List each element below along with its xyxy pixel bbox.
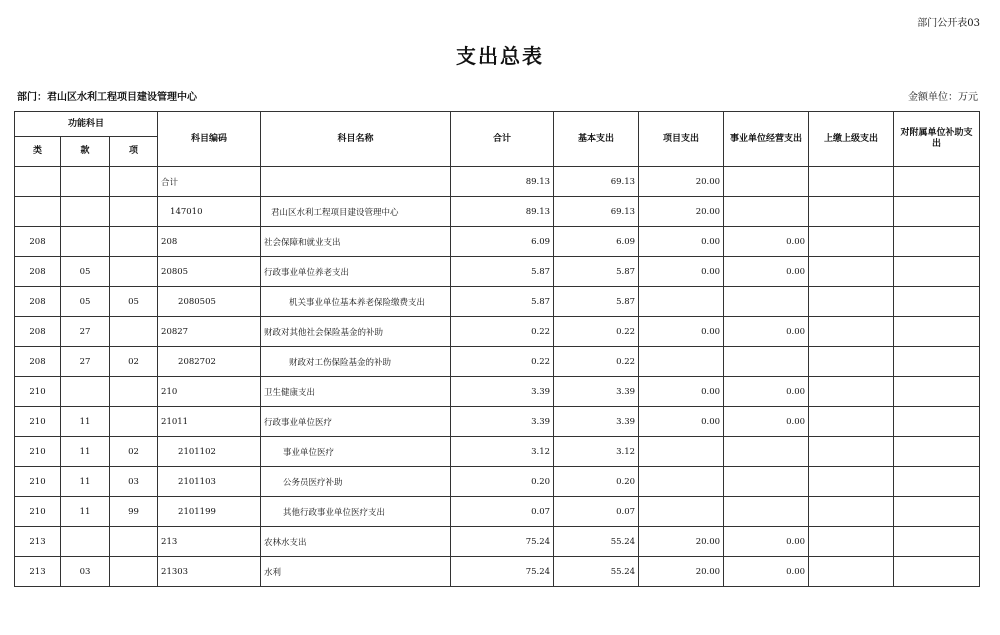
table-row <box>15 257 980 287</box>
cell-code: 2082702 <box>158 347 261 377</box>
cell-total: 0.07 <box>451 497 554 527</box>
header-func-subject: 功能科目 <box>15 112 158 137</box>
cell-project: 20.00 <box>639 527 724 557</box>
table-row <box>15 497 980 527</box>
department-label: 部门：君山区水利工程项目建设管理中心 <box>17 92 197 103</box>
cell-name: 公务员医疗补助 <box>261 467 451 497</box>
cell-lei: 210 <box>15 437 61 467</box>
cell-total: 3.39 <box>451 407 554 437</box>
cell-basic: 55.24 <box>554 527 639 557</box>
cell-upper <box>809 317 894 347</box>
cell-total: 89.13 <box>451 197 554 227</box>
cell-total: 89.13 <box>451 167 554 197</box>
cell-basic: 0.22 <box>554 317 639 347</box>
cell-kuan: 11 <box>61 407 110 437</box>
cell-kuan <box>61 377 110 407</box>
cell-subsidy <box>894 197 980 227</box>
cell-subsidy <box>894 227 980 257</box>
cell-total: 6.09 <box>451 227 554 257</box>
cell-kuan <box>61 227 110 257</box>
cell-xiang <box>110 407 158 437</box>
cell-lei: 208 <box>15 317 61 347</box>
cell-basic: 55.24 <box>554 557 639 587</box>
cell-code: 20805 <box>158 257 261 287</box>
cell-code: 213 <box>158 527 261 557</box>
cell-kuan: 03 <box>61 557 110 587</box>
cell-kuan <box>61 197 110 227</box>
cell-subsidy <box>894 467 980 497</box>
cell-name: 社会保障和就业支出 <box>261 227 451 257</box>
header-name: 科目名称 <box>261 112 451 167</box>
table-row <box>15 347 980 377</box>
cell-subsidy <box>894 167 980 197</box>
cell-xiang <box>110 227 158 257</box>
header-business: 事业单位经营支出 <box>724 112 809 167</box>
cell-business: 0.00 <box>724 257 809 287</box>
cell-kuan: 11 <box>61 497 110 527</box>
cell-total: 3.12 <box>451 437 554 467</box>
cell-name: 其他行政事业单位医疗支出 <box>261 497 451 527</box>
cell-name: 事业单位医疗 <box>261 437 451 467</box>
cell-code: 20827 <box>158 317 261 347</box>
cell-lei <box>15 167 61 197</box>
expenditure-table <box>14 111 980 587</box>
cell-name: 机关事业单位基本养老保险缴费支出 <box>261 287 451 317</box>
cell-business <box>724 197 809 227</box>
cell-upper <box>809 287 894 317</box>
cell-total: 75.24 <box>451 527 554 557</box>
cell-business: 0.00 <box>724 317 809 347</box>
cell-kuan: 27 <box>61 347 110 377</box>
cell-name: 水利 <box>261 557 451 587</box>
cell-kuan <box>61 527 110 557</box>
table-row <box>15 377 980 407</box>
cell-basic: 5.87 <box>554 287 639 317</box>
cell-subsidy <box>894 437 980 467</box>
cell-kuan: 05 <box>61 287 110 317</box>
cell-lei: 210 <box>15 467 61 497</box>
cell-subsidy <box>894 377 980 407</box>
cell-xiang <box>110 257 158 287</box>
cell-business <box>724 467 809 497</box>
cell-lei: 208 <box>15 347 61 377</box>
cell-basic: 3.39 <box>554 377 639 407</box>
cell-upper <box>809 227 894 257</box>
cell-code: 2080505 <box>158 287 261 317</box>
cell-kuan: 11 <box>61 437 110 467</box>
cell-basic: 0.07 <box>554 497 639 527</box>
table-row <box>15 527 980 557</box>
cell-xiang: 99 <box>110 497 158 527</box>
cell-name: 财政对工伤保险基金的补助 <box>261 347 451 377</box>
cell-business <box>724 287 809 317</box>
cell-total: 0.22 <box>451 317 554 347</box>
table-number-label: 部门公开表03 <box>917 18 980 29</box>
cell-name: 农林水支出 <box>261 527 451 557</box>
header-total: 合计 <box>451 112 554 167</box>
cell-kuan: 05 <box>61 257 110 287</box>
cell-subsidy <box>894 317 980 347</box>
cell-project <box>639 437 724 467</box>
cell-business <box>724 437 809 467</box>
cell-basic: 3.12 <box>554 437 639 467</box>
cell-xiang <box>110 557 158 587</box>
cell-code: 210 <box>158 377 261 407</box>
cell-subsidy <box>894 347 980 377</box>
cell-total: 75.24 <box>451 557 554 587</box>
cell-subsidy <box>894 257 980 287</box>
cell-subsidy <box>894 557 980 587</box>
cell-code: 21303 <box>158 557 261 587</box>
cell-kuan: 11 <box>61 467 110 497</box>
cell-xiang <box>110 317 158 347</box>
table-body <box>15 167 980 587</box>
cell-project: 0.00 <box>639 407 724 437</box>
cell-business: 0.00 <box>724 227 809 257</box>
cell-project <box>639 497 724 527</box>
table-row <box>15 197 980 227</box>
header-basic: 基本支出 <box>554 112 639 167</box>
table-row <box>15 407 980 437</box>
cell-lei: 208 <box>15 227 61 257</box>
cell-project <box>639 287 724 317</box>
cell-lei: 213 <box>15 557 61 587</box>
cell-xiang: 02 <box>110 347 158 377</box>
cell-business: 0.00 <box>724 527 809 557</box>
table-row <box>15 287 980 317</box>
amount-unit-label: 金额单位：万元 <box>908 92 978 103</box>
cell-project: 0.00 <box>639 317 724 347</box>
cell-xiang <box>110 197 158 227</box>
cell-business: 0.00 <box>724 557 809 587</box>
cell-name: 卫生健康支出 <box>261 377 451 407</box>
cell-basic: 0.20 <box>554 467 639 497</box>
cell-project <box>639 467 724 497</box>
cell-lei: 208 <box>15 287 61 317</box>
cell-lei: 210 <box>15 377 61 407</box>
cell-upper <box>809 557 894 587</box>
cell-basic: 3.39 <box>554 407 639 437</box>
cell-subsidy <box>894 527 980 557</box>
cell-business <box>724 167 809 197</box>
header-lei: 类 <box>15 137 61 167</box>
header-xiang: 项 <box>110 137 158 167</box>
cell-upper <box>809 197 894 227</box>
cell-project: 0.00 <box>639 257 724 287</box>
cell-lei: 210 <box>15 407 61 437</box>
cell-upper <box>809 497 894 527</box>
cell-lei: 213 <box>15 527 61 557</box>
cell-total: 0.22 <box>451 347 554 377</box>
cell-business: 0.00 <box>724 407 809 437</box>
table-row <box>15 557 980 587</box>
cell-project: 20.00 <box>639 557 724 587</box>
cell-xiang <box>110 167 158 197</box>
cell-xiang <box>110 377 158 407</box>
cell-project: 20.00 <box>639 167 724 197</box>
cell-lei <box>15 197 61 227</box>
cell-basic: 6.09 <box>554 227 639 257</box>
cell-name: 行政事业单位医疗 <box>261 407 451 437</box>
page-title: 支出总表 <box>456 44 544 68</box>
cell-code: 2101199 <box>158 497 261 527</box>
header-kuan: 款 <box>61 137 110 167</box>
table-row <box>15 437 980 467</box>
cell-business: 0.00 <box>724 377 809 407</box>
cell-upper <box>809 467 894 497</box>
cell-xiang: 05 <box>110 287 158 317</box>
cell-upper <box>809 407 894 437</box>
cell-basic: 69.13 <box>554 197 639 227</box>
header-code: 科目编码 <box>158 112 261 167</box>
cell-code: 21011 <box>158 407 261 437</box>
cell-lei: 210 <box>15 497 61 527</box>
cell-upper <box>809 527 894 557</box>
cell-code: 2101103 <box>158 467 261 497</box>
cell-xiang <box>110 527 158 557</box>
cell-name <box>261 167 451 197</box>
cell-subsidy <box>894 287 980 317</box>
cell-name: 君山区水利工程项目建设管理中心 <box>261 197 451 227</box>
cell-upper <box>809 257 894 287</box>
cell-project: 0.00 <box>639 227 724 257</box>
cell-basic: 5.87 <box>554 257 639 287</box>
table-row <box>15 167 980 197</box>
cell-total: 3.39 <box>451 377 554 407</box>
cell-code: 2101102 <box>158 437 261 467</box>
cell-upper <box>809 167 894 197</box>
table-header <box>15 112 980 167</box>
header-project: 项目支出 <box>639 112 724 167</box>
table-row <box>15 227 980 257</box>
cell-project: 20.00 <box>639 197 724 227</box>
cell-code: 147010 <box>158 197 261 227</box>
cell-project <box>639 347 724 377</box>
cell-lei: 208 <box>15 257 61 287</box>
cell-kuan: 27 <box>61 317 110 347</box>
cell-subsidy <box>894 497 980 527</box>
table-row <box>15 467 980 497</box>
cell-code: 合计 <box>158 167 261 197</box>
cell-business <box>724 497 809 527</box>
cell-upper <box>809 377 894 407</box>
cell-business <box>724 347 809 377</box>
cell-xiang: 03 <box>110 467 158 497</box>
cell-name: 财政对其他社会保险基金的补助 <box>261 317 451 347</box>
cell-kuan <box>61 167 110 197</box>
cell-total: 5.87 <box>451 257 554 287</box>
cell-subsidy <box>894 407 980 437</box>
cell-code: 208 <box>158 227 261 257</box>
cell-name: 行政事业单位养老支出 <box>261 257 451 287</box>
table-row <box>15 317 980 347</box>
cell-total: 5.87 <box>451 287 554 317</box>
cell-basic: 69.13 <box>554 167 639 197</box>
cell-upper <box>809 347 894 377</box>
cell-project: 0.00 <box>639 377 724 407</box>
header-upper: 上缴上级支出 <box>809 112 894 167</box>
header-subsidy: 对附属单位补助支出 <box>894 112 980 167</box>
cell-xiang: 02 <box>110 437 158 467</box>
cell-total: 0.20 <box>451 467 554 497</box>
cell-basic: 0.22 <box>554 347 639 377</box>
cell-upper <box>809 437 894 467</box>
